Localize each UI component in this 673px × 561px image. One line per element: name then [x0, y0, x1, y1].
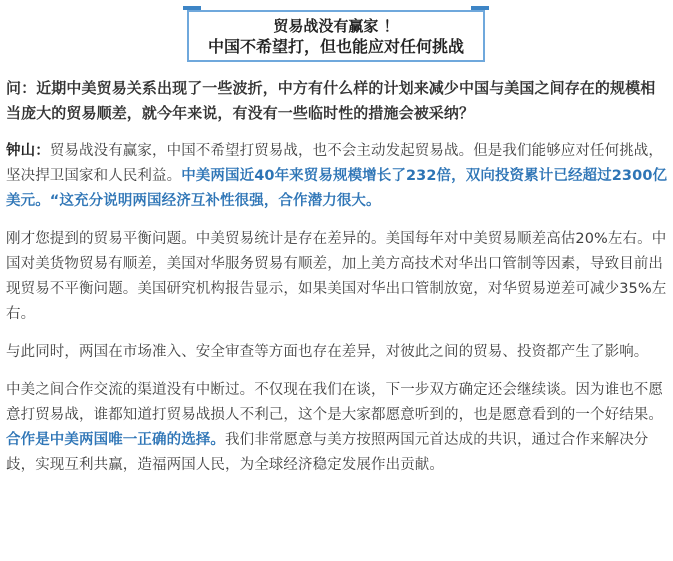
- speaker-label: 钟山：: [6, 143, 50, 159]
- answer-paragraph: [6, 139, 668, 214]
- cooperation-text-after: 我们非常愿意与美方按照两国元首达成的共识，通过合作来解决分歧，实现互利共赢，造福两国人民，为全球经济稳定发展作出贡献。: [6, 432, 649, 473]
- cooperation-paragraph: [6, 378, 668, 478]
- question-paragraph: 问：近期中美贸易关系出现了一些波折，中方有什么样的计划来减少中国与美国之间存在的规模相当庞大的贸易顺差，就今年来说，有没有一些临时性的措施会被采纳？: [6, 79, 656, 122]
- market-access-paragraph: 与此同时，两国在市场准入、安全审查等方面也存在差异，对彼此之间的贸易、投资都产生了影响。: [6, 344, 649, 360]
- cooperation-text-before: 中美之间合作交流的渠道没有中断过。不仅现在我们在谈，下一步双方确定还会继续谈。因为谁也不愿意打贸易战，谁都知道打贸易战损人不利己，这个是大家都愿意听到的，也是愿意看到的一个好结果。: [6, 382, 663, 423]
- trade-balance-paragraph: 刚才您提到的贸易平衡问题。中美贸易统计是存在差异的。美国每年对中美贸易顺差高估20%左右。中国对美货物贸易有顺差，美国对华服务贸易有顺差，加上美方高技术对华出口管制等因素，导致目前出现贸易不平衡问题。美国研究机构报告显示，如果美国对华出口管制放宽，对华贸易逆差可减少35%左右。: [6, 231, 667, 322]
- answer-text: 贸易战没有赢家，中国不希望打贸易战，也不会主动发起贸易战。但是我们能够应对任何挑战，坚决捍卫国家和人民利益。: [6, 143, 664, 184]
- article-title-box: [187, 10, 485, 62]
- article-body: [6, 76, 668, 491]
- answer-highlight: 中美两国近40年来贸易规模增长了232倍，双向投资累计已经超过2300亿美元。“这充分说明两国经济互补性很强，合作潜力很大。: [6, 168, 668, 209]
- article-title-line1: 贸易战没有赢家 ！: [273, 17, 399, 35]
- article-title-line2: 中国不希望打，但也能应对任何挑战: [207, 37, 464, 56]
- cooperation-highlight: 合作是中美两国唯一正确的选择。: [6, 432, 225, 448]
